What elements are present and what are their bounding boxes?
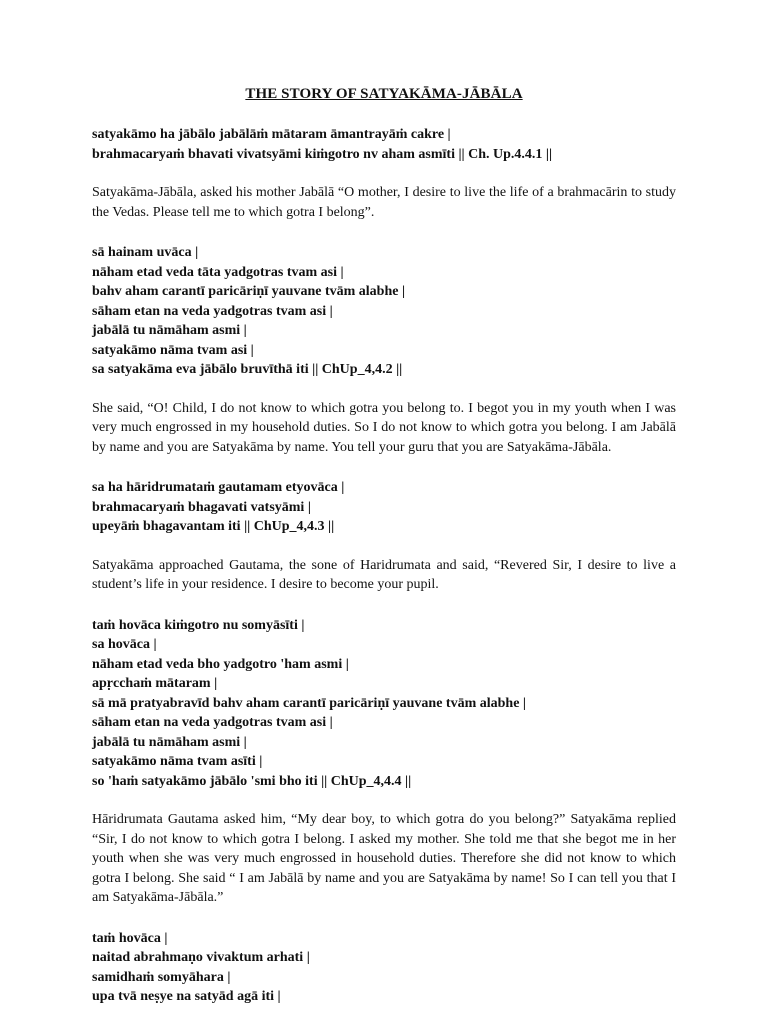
- translation-paragraph: Hāridrumata Gautama asked him, “My dear boy, to which gotra do you belong?” Satyakāma replied “Sir, I do not know to which gotra I belong. I asked my mother. She told me that she begot me in her youth when she was very much engrossed in household duties. Therefore she did not know to which gotra I belong. She said “ I am Jabālā by name and you are Satyakāma by name! So I can tell you that I am Satyakāma-Jābāla.”: [92, 812, 676, 905]
- verse-line: sāham etan na veda yadgotras tvam asi |: [92, 715, 333, 730]
- translation-paragraph: Satyakāma approached Gautama, the sone of Haridrumata and said, “Revered Sir, I desire to live a student’s life in your residence. I desire to become your pupil.: [92, 557, 676, 592]
- verse-line: taṁ hovāca kiṁgotro nu somyāsīti |: [92, 617, 305, 633]
- verse-line: nāham etad veda tāta yadgotras tvam asi |: [92, 264, 344, 280]
- verse-line: samidhaṁ somyāhara |: [92, 969, 231, 985]
- verse-line: sā mā pratyabravīd bahv aham carantī paricāriṇī yauvane tvām alabhe |: [92, 695, 526, 711]
- verse-line: brahmacaryaṁ bhagavati vatsyāmi |: [92, 499, 311, 515]
- verse-line: sā hainam uvāca |: [92, 245, 199, 260]
- verse-line: so 'haṁ satyakāmo jābālo 'smi bho iti || ChUp_4,4.4 ||: [92, 773, 412, 789]
- verse-line: sa hovāca |: [92, 637, 157, 652]
- verse-line: sāham etan na veda yadgotras tvam asi |: [92, 303, 333, 319]
- verse-line: naitad abrahmaṇo vivaktum arhati |: [92, 950, 310, 965]
- sanskrit-verse: [92, 929, 676, 1007]
- document-body: [92, 125, 676, 1007]
- verse-line: taṁ hovāca |: [92, 930, 168, 946]
- translation-paragraph: She said, “O! Child, I do not know to which gotra you belong to. I begot you in my youth when I was very much engrossed in my household duties. So I do not know to which gotra you belong. I am Jabālā by name and you are Satyakāma by name. You tell your guru that you are Satyakāma-Jābāla.: [92, 400, 676, 455]
- translation-paragraph: Satyakāma-Jābāla, asked his mother Jabālā “O mother, I desire to live the life of a brahmacārin to study the Vedas. Please tell me to which gotra I belong”.: [92, 185, 676, 220]
- verse-line: upa tvā neṣye na satyād agā iti |: [92, 989, 281, 1004]
- verse-line: jabālā tu nāmāham asmi |: [92, 323, 247, 338]
- verse-line: satyakāmo nāma tvam asīti |: [92, 754, 263, 769]
- sanskrit-verse: [92, 616, 676, 792]
- verse-line: apṛcchaṁ mātaram |: [92, 676, 218, 691]
- verse-line: bahv aham carantī paricāriṇī yauvane tvām alabhe |: [92, 284, 406, 299]
- sanskrit-verse: [92, 243, 676, 380]
- sanskrit-verse: [92, 125, 676, 164]
- verse-line: nāham etad veda bho yadgotro 'ham asmi |: [92, 656, 349, 672]
- verse-line: sa satyakāma eva jābālo bruvīthā iti || ChUp_4,4.2 ||: [92, 362, 403, 377]
- verse-line: jabālā tu nāmāham asmi |: [92, 734, 247, 750]
- verse-line: brahmacaryaṁ bhavati vivatsyāmi kiṁgotro nv aham asmīti || Ch. Up.4.4.1 ||: [92, 146, 553, 162]
- verse-line: sa ha hāridrumataṁ gautamam etyovāca |: [92, 480, 345, 495]
- verse-line: satyakāmo ha jābālo jabālāṁ mātaram āmantrayāṁ cakre |: [92, 127, 451, 142]
- sanskrit-verse: [92, 478, 676, 537]
- document-title: THE STORY OF SATYAKĀMA-JĀBĀLA: [245, 86, 523, 102]
- verse-line: satyakāmo nāma tvam asi |: [92, 342, 254, 358]
- verse-line: upeyāṁ bhagavantam iti || ChUp_4,4.3 ||: [92, 519, 335, 534]
